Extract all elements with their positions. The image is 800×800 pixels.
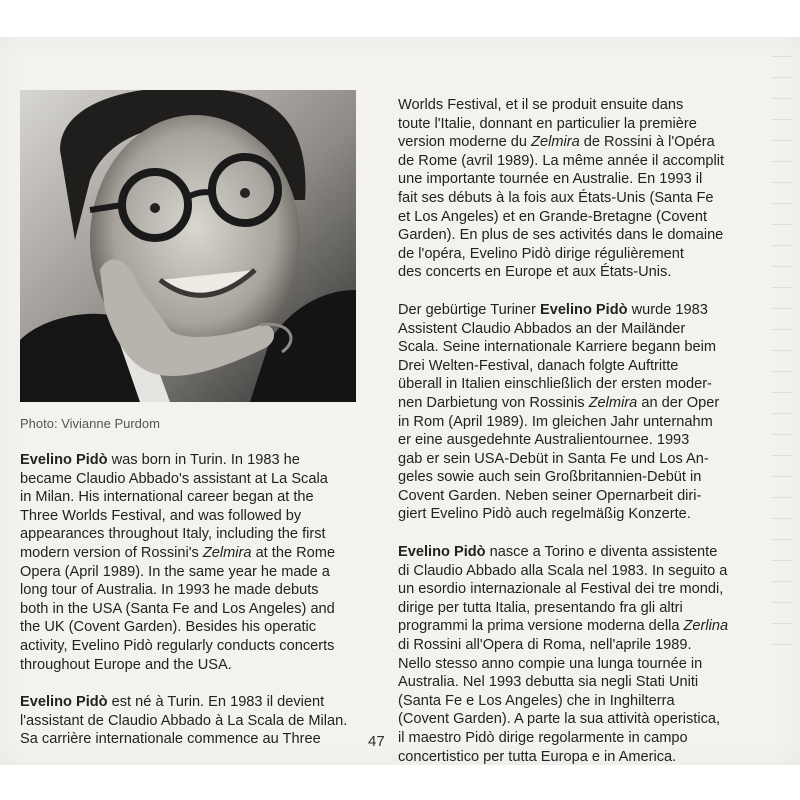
right-column — [398, 96, 758, 785]
page-number: 47 — [368, 733, 385, 750]
italian-paragraph: Evelino Pidò nasce a Torino e diventa assistente di Claudio Abbado alla Scala nel 1983. In seguito a un esordio internazionale al Festival dei tre mondi, dirige per tutta Italia, presentando fra gli altri programmi la prima versione moderna della Zerlina di Rossini all'Opera di Roma, nell'aprile 1989. Nello stesso anno compie una lunga tournée in Australia. Nel 1993 debutta sia negli Stati Uniti (Santa Fe e Los Angeles) che in Inghilterra (Covent Garden). A parte la sua attività operistica, il maestro Pidò dirige regolarmente in campo concertistico per tutta Europa e in America. — [398, 544, 729, 765]
artist-name: Evelino Pidò — [20, 452, 108, 468]
french-paragraph-start: Evelino Pidò est né à Turin. En 1983 il devient l'assistant de Claudio Abbado à La Scala de Milan. Sa carrière internationale commence au Three — [20, 694, 348, 748]
artist-name: Evelino Pidò — [20, 694, 108, 711]
photo-credit: Photo: Vivianne Purdom — [20, 416, 160, 431]
portrait-photo — [20, 90, 356, 402]
artist-name: Evelino Pidò — [539, 301, 628, 318]
english-paragraph: Evelino Pidò was born in Turin. In 1983 he became Claudio Abbado's assistant at La Scala in Milan. His international career began at the Three Worlds Festival, and was followed by appearances throughout Italy, including the first modern version of Rossini's Zelmira at the Rome Opera (April 1989). In the same year he made a long tour of Australia. In 1993 he made debuts both in the USA (Santa Fe and Los Angeles) and the UK (Covent Garden). Besides his operatic activity, Evelino Pidò regularly conducts concerts throughout Europe and the USA. — [20, 452, 336, 673]
left-column — [20, 451, 370, 768]
artist-name: Evelino Pidò — [398, 544, 486, 561]
show-through-text — [772, 40, 792, 660]
french-paragraph-continued: Worlds Festival, et il se produit ensuite dans toute l'Italie, donnant en particulier la première version moderne du Zelmira de Rossini à l'Opéra de Rome (avril 1989). La même année il accomplit une importante tournée en Australie. En 1993 il fait ses débuts à la fois aux États-Unis (Santa Fe et Los Angeles) et en Grande-Bretagne (Covent Garden). En plus de ses activités dans le domaine de l'opéra, Evelino Pidò dirige régulièrement des concerts en Europe et aux États-Unis. — [398, 97, 725, 281]
german-paragraph: Der gebürtige Turiner Evelino Pidò wurde 1983 Assistent Claudio Abbados an der Mailänder Scala. Seine internationale Karriere begann beim Drei Welten-Festival, danach folgte Auftritte überall in Italien einschließlich der ersten moder- nen Darbietung von Rossinis Zelmira an der Oper in Rom (April 1989). Im gleichen Jahr unternahm er eine ausgedehnte Australientournee. 1993 gab er sein USA-Debüt in Santa Fe und Los An- geles sowie auch sein Großbritannien-Debüt in Covent Garden. Neben seiner Opernarbeit diri- giert Evelino Pidò auch regelmäßig Konzerte. — [398, 301, 720, 523]
